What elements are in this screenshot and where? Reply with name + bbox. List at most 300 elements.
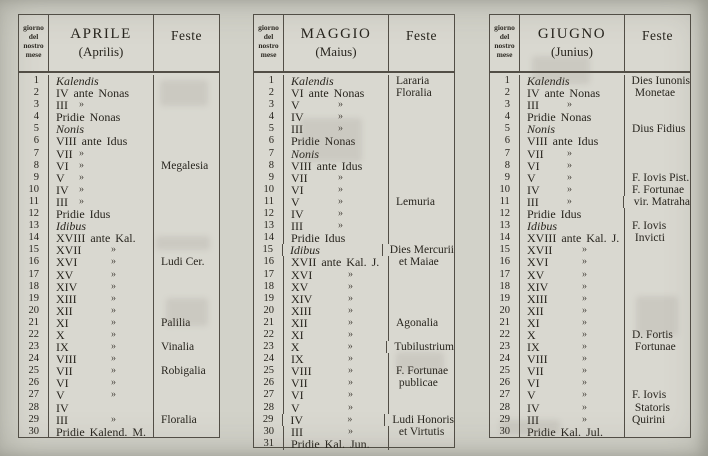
- day-label: IX: [527, 340, 540, 355]
- day-label-cell: [520, 160, 625, 172]
- ditto-mark: »: [111, 365, 116, 377]
- table-row: [254, 341, 454, 353]
- table-row: [254, 220, 454, 232]
- feste-entry: [389, 438, 454, 450]
- feste-entry: [154, 244, 219, 256]
- day-label: XII: [527, 303, 544, 318]
- table-row: [490, 353, 690, 365]
- day-label: III: [527, 412, 539, 427]
- day-number: 28: [254, 402, 284, 414]
- feste-entry: Dius Fidius: [632, 123, 686, 136]
- day-number: 21: [490, 317, 520, 329]
- day-label: V: [291, 98, 300, 113]
- day-number: 24: [490, 353, 520, 365]
- day-number: 24: [19, 353, 49, 365]
- day-label: VI: [56, 376, 69, 391]
- day-label: III: [56, 98, 68, 113]
- ditto-mark: »: [582, 304, 587, 316]
- feste-entry: [154, 99, 219, 111]
- day-number: 14: [490, 232, 520, 244]
- table-row: [490, 244, 690, 256]
- ditto-mark: »: [111, 316, 116, 328]
- day-number: 7: [19, 148, 49, 160]
- ditto-mark: »: [567, 183, 572, 195]
- feste-entry: [625, 317, 690, 329]
- day-number: 18: [19, 281, 49, 293]
- day-label: IX: [291, 352, 304, 367]
- feste-entry: [389, 220, 454, 232]
- table-row: [490, 317, 690, 329]
- table-row: [19, 160, 219, 172]
- table-header: [19, 15, 219, 73]
- day-number: 9: [254, 172, 284, 184]
- feste-entry: [154, 75, 219, 87]
- day-label: VII: [56, 146, 73, 161]
- day-label: Nonis: [291, 146, 320, 161]
- feste-entry: [625, 353, 690, 365]
- day-number: 17: [19, 269, 49, 281]
- ditto-mark: »: [111, 389, 116, 401]
- feste-entry: Floralia: [396, 87, 432, 100]
- day-label: XVIII ante Kal. J.: [527, 231, 620, 246]
- day-label: XV: [56, 267, 74, 282]
- day-label: XIII: [291, 303, 312, 318]
- table-row: [19, 377, 219, 389]
- day-number: 30: [19, 426, 49, 438]
- day-number: 16: [19, 256, 49, 268]
- feste-entry: F. Iovis Pist.: [632, 171, 690, 184]
- day-number: 22: [254, 329, 284, 341]
- table-row: [490, 377, 690, 389]
- day-number: 2: [19, 87, 49, 99]
- day-label: VII: [527, 364, 544, 379]
- day-label-cell: [49, 160, 154, 172]
- table-row: [19, 402, 219, 414]
- day-label: Pridie Kal. Jul.: [527, 424, 603, 439]
- table-row: [254, 281, 454, 293]
- feste-entry: [154, 269, 219, 281]
- day-label: XI: [291, 327, 304, 342]
- feste-entry: [625, 305, 690, 317]
- ditto-mark: »: [111, 256, 116, 268]
- table-row: [254, 377, 454, 389]
- table-row: [254, 232, 454, 244]
- feste-entry: publicae: [396, 377, 438, 390]
- ditto-mark: »: [348, 353, 353, 365]
- day-number: 22: [490, 329, 520, 341]
- day-label: VIII: [56, 352, 77, 367]
- day-number: 29: [254, 414, 283, 426]
- day-number: 27: [254, 389, 284, 401]
- day-label: XVI: [527, 255, 549, 270]
- day-number: 26: [19, 377, 49, 389]
- table-row: [254, 293, 454, 305]
- day-number: 11: [490, 196, 520, 208]
- feste-entry: [625, 160, 690, 172]
- ditto-mark: »: [111, 413, 116, 425]
- day-label: X: [56, 327, 65, 342]
- day-label: III: [291, 424, 303, 439]
- day-number: 11: [254, 196, 284, 208]
- ditto-mark: »: [348, 292, 353, 304]
- day-label-cell: [49, 426, 154, 438]
- feste-entry: Robigalia: [161, 365, 206, 378]
- day-header-line: mese: [25, 50, 42, 59]
- day-header-line: del: [263, 32, 274, 41]
- ditto-mark: »: [582, 413, 587, 425]
- day-number: 25: [19, 365, 49, 377]
- day-label: VIII: [527, 352, 548, 367]
- feste-entry: [154, 220, 219, 232]
- table-row: [490, 281, 690, 293]
- day-number: 3: [490, 99, 520, 111]
- day-label: Pridie Nonas: [56, 110, 121, 125]
- feste-entry: Vinalia: [161, 341, 195, 354]
- ditto-mark: »: [338, 111, 343, 123]
- feste-entry: Floralia: [161, 413, 197, 426]
- feste-entry: [389, 123, 454, 135]
- day-label: XIV: [527, 279, 549, 294]
- day-number: 21: [254, 317, 284, 329]
- day-header-line: giorno: [494, 23, 515, 32]
- day-number: 10: [490, 184, 520, 196]
- table-row: [19, 293, 219, 305]
- day-label: VI ante Nonas: [291, 86, 365, 101]
- table-row: [19, 135, 219, 147]
- table-row: [19, 389, 219, 401]
- month-latin-name: (Maius): [315, 44, 357, 59]
- day-number: 25: [254, 365, 284, 377]
- day-label: IV ante Nonas: [56, 86, 130, 101]
- ditto-mark: »: [111, 353, 116, 365]
- ditto-mark: »: [79, 195, 84, 207]
- day-label: III: [56, 412, 68, 427]
- ditto-mark: »: [347, 413, 353, 425]
- month-name: APRILE: [70, 26, 132, 42]
- month-latin-name: (Aprilis): [78, 44, 124, 59]
- day-label: III: [526, 194, 539, 209]
- feste-entry: [389, 353, 454, 365]
- feste-entry: F. Fortunae: [396, 365, 449, 378]
- ditto-mark: »: [79, 159, 84, 171]
- feste-entry: [154, 111, 219, 123]
- table-row: [19, 244, 219, 256]
- feste-entry: [625, 208, 690, 220]
- day-number: 22: [19, 329, 49, 341]
- feste-entry: [625, 256, 690, 268]
- day-label-cell: [284, 438, 389, 450]
- feste-entry: Lemuria: [396, 195, 435, 208]
- day-label: VIII ante Idus: [527, 134, 599, 149]
- feste-entry: [154, 87, 219, 99]
- feste-entry: [625, 111, 690, 123]
- day-header-line: giorno: [23, 23, 44, 32]
- day-header-line: del: [499, 32, 510, 41]
- day-number: 15: [490, 244, 520, 256]
- day-number: 19: [490, 293, 520, 305]
- day-label: XIII: [527, 291, 548, 306]
- day-number: 8: [254, 160, 284, 172]
- day-number: 5: [19, 123, 49, 135]
- day-number: 20: [19, 305, 49, 317]
- day-header-line: mese: [260, 50, 277, 59]
- ditto-mark: »: [582, 244, 587, 256]
- table-row: [490, 426, 690, 438]
- feste-entry: [389, 293, 454, 305]
- day-label: Pridie Kalend. M.: [56, 424, 146, 439]
- table-row: [19, 111, 219, 123]
- day-column-header: [19, 15, 49, 71]
- table-row: [19, 232, 219, 244]
- day-number: 16: [254, 256, 284, 268]
- table-row: [490, 208, 690, 220]
- table-row: [490, 305, 690, 317]
- day-label: VI: [527, 376, 540, 391]
- day-number: 3: [254, 99, 284, 111]
- ditto-mark: »: [348, 389, 353, 401]
- table-row: [490, 111, 690, 123]
- ditto-mark: »: [348, 377, 353, 389]
- day-label: V: [527, 170, 536, 185]
- table-row: [254, 365, 454, 377]
- ditto-mark: »: [111, 341, 116, 353]
- ditto-mark: »: [348, 365, 353, 377]
- table-row: [254, 135, 454, 147]
- ditto-mark: »: [111, 304, 116, 316]
- day-label: XIV: [56, 279, 78, 294]
- day-label: IV ante Nonas: [527, 86, 601, 101]
- day-number: 30: [254, 426, 284, 438]
- table-row: [490, 269, 690, 281]
- day-number: 29: [19, 414, 49, 426]
- table-row: [490, 293, 690, 305]
- day-label: Kalendis: [526, 74, 570, 88]
- day-label: VI: [527, 158, 540, 173]
- feste-entry: [389, 208, 454, 220]
- day-label: VII: [291, 170, 308, 185]
- feste-entry: Quirini: [632, 413, 666, 426]
- feste-entry: [389, 389, 454, 401]
- day-number: 5: [254, 123, 284, 135]
- ditto-mark: »: [582, 401, 587, 413]
- day-number: 4: [19, 111, 49, 123]
- feste-entry: [154, 377, 219, 389]
- feste-entry: [625, 269, 690, 281]
- day-number: 17: [254, 269, 284, 281]
- day-number: 30: [490, 426, 520, 438]
- ditto-mark: »: [582, 377, 587, 389]
- day-number: 24: [254, 353, 284, 365]
- feste-entry: [389, 111, 454, 123]
- day-label: Pridie Nonas: [291, 134, 356, 149]
- ditto-mark: »: [348, 316, 353, 328]
- day-label: Nonis: [527, 122, 556, 137]
- ditto-mark: »: [582, 280, 587, 292]
- month-column-header: [49, 15, 154, 71]
- day-number: 13: [490, 220, 520, 232]
- ditto-mark: »: [338, 183, 343, 195]
- month-latin-name: (Junius): [551, 44, 593, 59]
- day-number: 17: [490, 269, 520, 281]
- ditto-mark: »: [348, 425, 353, 437]
- feste-entry: [389, 329, 454, 341]
- day-number: 26: [490, 377, 520, 389]
- table-row: [19, 329, 219, 341]
- feste-entry: et Maiae: [396, 256, 439, 269]
- feste-entry: [389, 148, 454, 160]
- feste-entry: [154, 135, 219, 147]
- ditto-mark: »: [111, 268, 116, 280]
- table-row: [254, 329, 454, 341]
- feste-entry: Agonalia: [396, 316, 439, 329]
- ditto-mark: »: [567, 147, 572, 159]
- ditto-mark: »: [348, 401, 353, 413]
- day-number: 20: [490, 305, 520, 317]
- day-label: XVIII ante Kal.: [56, 231, 136, 246]
- day-label: IV: [291, 207, 304, 222]
- day-number: 4: [254, 111, 284, 123]
- ditto-mark: »: [79, 183, 84, 195]
- day-label: V: [527, 388, 536, 403]
- ditto-mark: »: [582, 256, 587, 268]
- feste-entry: [389, 172, 454, 184]
- day-label: Kalendis: [291, 74, 334, 88]
- feste-entry: [389, 305, 454, 317]
- ditto-mark: »: [338, 220, 343, 232]
- table-row: [19, 196, 219, 208]
- day-header-line: nostro: [494, 41, 515, 50]
- day-number: 1: [490, 75, 520, 87]
- feste-entry: [154, 196, 219, 208]
- ditto-mark: »: [582, 316, 587, 328]
- ditto-mark: »: [338, 208, 343, 220]
- feste-entry: [625, 148, 690, 160]
- day-number: 18: [254, 281, 284, 293]
- day-number: 7: [254, 148, 284, 160]
- day-number: 23: [254, 341, 284, 353]
- day-number: 13: [254, 220, 284, 232]
- day-label: III: [291, 219, 303, 234]
- ditto-mark: »: [566, 195, 572, 207]
- feste-entry: Invicti: [632, 232, 665, 245]
- table-row: [490, 196, 690, 208]
- day-label: VIII: [291, 364, 312, 379]
- day-number: 6: [19, 135, 49, 147]
- table-row: [19, 365, 219, 377]
- feste-entry: [625, 99, 690, 111]
- day-label: VII: [291, 376, 308, 391]
- day-label: XVII ante Kal. J.: [291, 255, 380, 270]
- feste-entry: [625, 293, 690, 305]
- day-label: XII: [291, 315, 308, 330]
- ditto-mark: »: [111, 377, 116, 389]
- feste-column-header: Feste: [406, 28, 437, 43]
- day-label: VI: [291, 388, 304, 403]
- day-label: VIII ante Idus: [291, 158, 363, 173]
- feste-column-header: Feste: [171, 28, 202, 43]
- day-number: 10: [19, 184, 49, 196]
- ditto-mark: »: [348, 268, 353, 280]
- day-number: 6: [490, 135, 520, 147]
- feste-entry: F. Iovis: [632, 220, 667, 233]
- day-number: 11: [19, 196, 49, 208]
- day-header-line: giorno: [258, 23, 279, 32]
- table-row: [254, 196, 454, 208]
- table-row: [254, 208, 454, 220]
- day-label: Pridie Kal. Jun.: [291, 436, 370, 451]
- table-row: [19, 87, 219, 99]
- feste-entry: Tubilustrium: [394, 341, 454, 354]
- day-label-cell: [520, 426, 625, 438]
- day-number: 28: [490, 402, 520, 414]
- day-label: XVII: [527, 243, 553, 258]
- day-number: 18: [490, 281, 520, 293]
- table-row: [254, 184, 454, 196]
- table-row: [19, 426, 219, 438]
- day-label: Nonis: [56, 122, 85, 137]
- day-label: XIV: [291, 291, 313, 306]
- day-label: Idibus: [289, 243, 320, 258]
- ditto-mark: »: [348, 328, 353, 340]
- ditto-mark: »: [347, 341, 353, 353]
- day-label: IV: [527, 182, 540, 197]
- ditto-mark: »: [348, 304, 353, 316]
- feste-entry: [389, 135, 454, 147]
- table-row: [490, 329, 690, 341]
- table-row: [490, 87, 690, 99]
- day-label: VII: [56, 364, 73, 379]
- ditto-mark: »: [582, 292, 587, 304]
- day-number: 16: [490, 256, 520, 268]
- day-label: Pridie Idus: [56, 207, 111, 222]
- table-row: [19, 256, 219, 268]
- day-label: IV: [291, 110, 304, 125]
- feste-entry: F. Fortunae: [632, 183, 685, 196]
- day-label: VI: [56, 158, 69, 173]
- day-number: 19: [254, 293, 284, 305]
- feste-entry: Fortunae: [632, 341, 676, 354]
- day-number: 15: [19, 244, 49, 256]
- day-label: III: [56, 194, 68, 209]
- day-label: XVI: [56, 255, 78, 270]
- day-number: 27: [490, 389, 520, 401]
- day-label: Idibus: [527, 219, 557, 234]
- table-row: [490, 172, 690, 184]
- month-column-header: [284, 15, 389, 71]
- day-number: 12: [19, 208, 49, 220]
- table-row: [490, 402, 690, 414]
- day-number: 21: [19, 317, 49, 329]
- day-number: 29: [490, 414, 520, 426]
- table-row: [490, 341, 690, 353]
- day-label: VIII ante Idus: [56, 134, 128, 149]
- ditto-mark: »: [567, 159, 572, 171]
- feste-entry: Ludi Cer.: [161, 256, 205, 269]
- day-number: 5: [490, 123, 520, 135]
- day-number: 2: [490, 87, 520, 99]
- day-label: V: [291, 400, 300, 415]
- table-row: [490, 256, 690, 268]
- ditto-mark: »: [111, 328, 116, 340]
- day-label: XII: [56, 303, 73, 318]
- feste-entry: [154, 281, 219, 293]
- day-number: 25: [490, 365, 520, 377]
- feste-entry: Dies Iunonis: [631, 75, 690, 87]
- feste-entry: [389, 184, 454, 196]
- table-row: [254, 438, 454, 450]
- calendar-table-aprile: [18, 14, 220, 438]
- feste-entry: [389, 160, 454, 172]
